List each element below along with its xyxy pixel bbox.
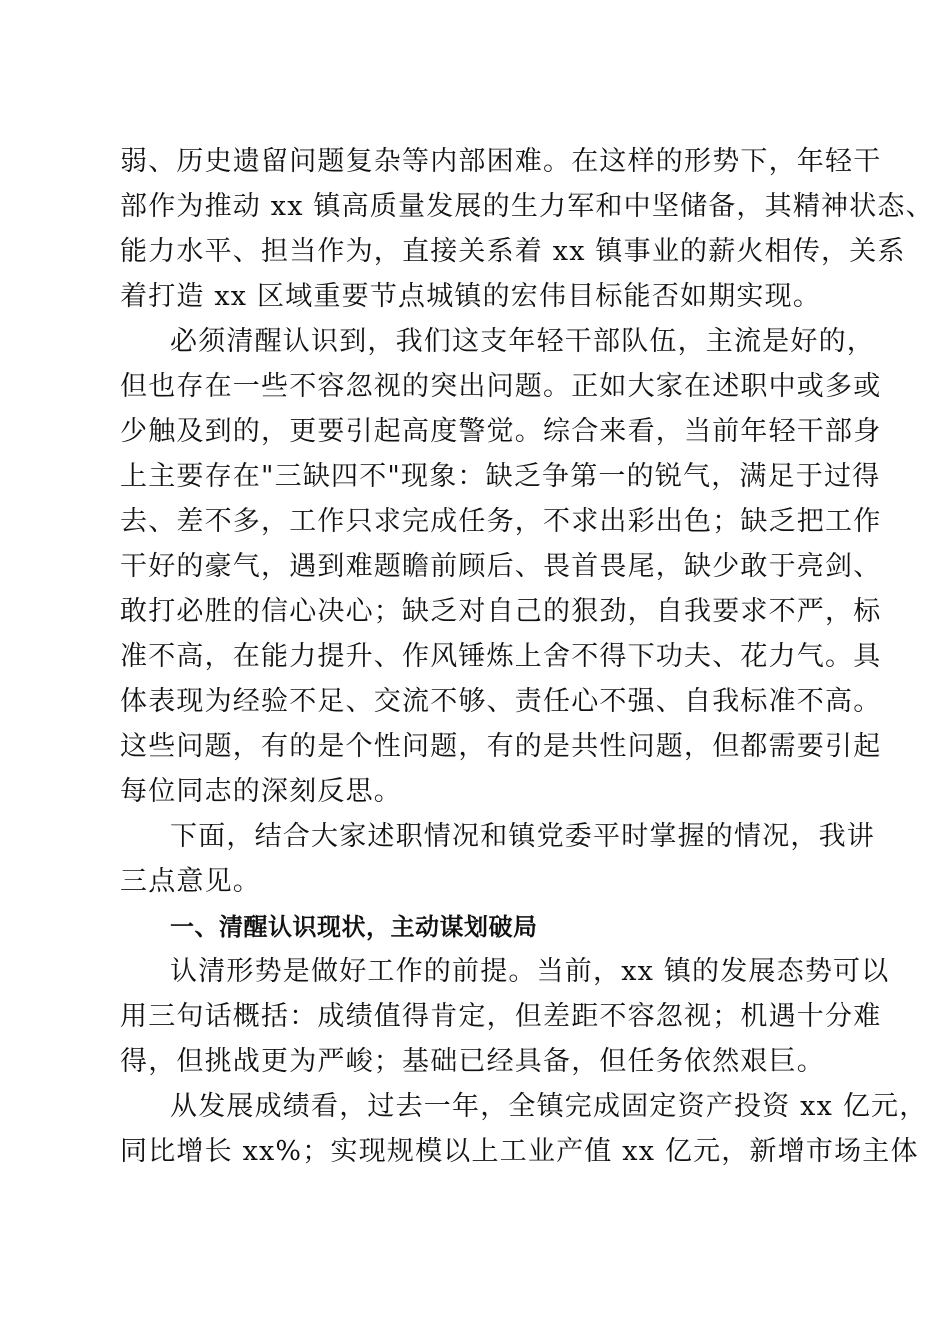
body-text-line: 必须清醒认识到，我们这支年轻干部队伍，主流是好的，: [170, 326, 875, 357]
body-text-line: 三点意见。: [120, 866, 261, 897]
body-text-line: 能力水平、担当作为，直接关系着 xx 镇事业的薪火相传，关系: [120, 236, 906, 267]
body-text-line: 少触及到的，更要引起高度警觉。综合来看，当前年轻干部身: [120, 416, 882, 447]
body-text-line: 从发展成绩看，过去一年，全镇完成固定资产投资 xx 亿元，: [170, 1091, 928, 1122]
body-text-line: 得，但挑战更为严峻；基础已经具备，但任务依然艰巨。: [120, 1046, 825, 1077]
body-text-line: 部作为推动 xx 镇高质量发展的生力军和中坚储备，其精神状态、: [120, 191, 934, 222]
body-text-line: 体表现为经验不足、交流不够、责任心不强、自我标准不高。: [120, 686, 882, 717]
body-text-line: 这些问题，有的是个性问题，有的是共性问题，但都需要引起: [120, 731, 882, 762]
body-text-line: 着打造 xx 区域重要节点城镇的宏伟目标能否如期实现。: [120, 281, 822, 312]
body-text-line: 去、差不多，工作只求完成任务，不求出彩出色；缺乏把工作: [120, 506, 882, 537]
body-text-line: 干好的豪气，遇到难题瞻前顾后、畏首畏尾，缺少敢于亮剑、: [120, 551, 882, 582]
section-heading: 一、清醒认识现状，主动谋划破局: [170, 913, 538, 941]
body-text-line: 下面，结合大家述职情况和镇党委平时掌握的情况，我讲: [170, 821, 875, 852]
body-text-line: 认清形势是做好工作的前提。当前，xx 镇的发展态势可以: [170, 956, 890, 987]
body-text-line: 但也存在一些不容忽视的突出问题。正如大家在述职中或多或: [120, 371, 882, 402]
body-text-line: 每位同志的深刻反思。: [120, 776, 402, 807]
body-text-line: 上主要存在"三缺四不"现象：缺乏争第一的锐气，满足于过得: [120, 461, 881, 492]
body-text-line: 弱、历史遗留问题复杂等内部困难。在这样的形势下，年轻干: [120, 146, 882, 177]
body-text-line: 准不高，在能力提升、作风锤炼上舍不得下功夫、花力气。具: [120, 641, 882, 672]
body-text-line: 敢打必胜的信心决心；缺乏对自己的狠劲，自我要求不严，标: [120, 596, 882, 627]
body-text-line: 同比增长 xx%；实现规模以上工业产值 xx 亿元，新增市场主体: [120, 1136, 919, 1167]
body-text-line: 用三句话概括：成绩值得肯定，但差距不容忽视；机遇十分难: [120, 1001, 882, 1032]
